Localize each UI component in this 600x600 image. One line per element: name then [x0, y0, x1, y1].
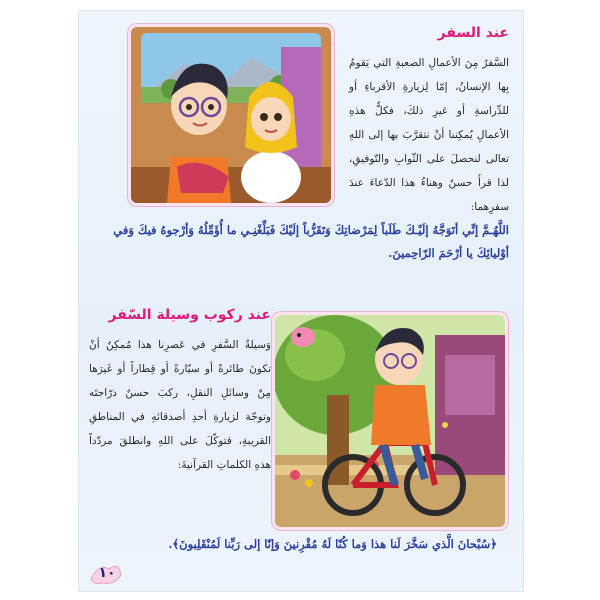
- travel-prayer-text: اللَّهُـمَّ إنِّي أتَوَجَّهُ إلَيْـكَ طَلَباً لِمَرْضاتِكَ وَتَقَرُّباً إلَيْكَ فَبَلِّغْنِـي ما أُؤَمِّلُهُ وَأرْجوهُ فيكَ وَفي أوْليائِكَ يا أرْحَمَ الرّاحِمينَ.: [113, 223, 509, 260]
- train-scene: [131, 27, 331, 203]
- book-page: [78, 10, 524, 592]
- bicycle-scene: [275, 315, 505, 527]
- section-title-vehicle: عند ركوب وسيلة السّفر: [108, 307, 271, 323]
- section-paragraph-vehicle: وَسيلةُ السَّفرِ في عَصرِنا هذا مُمكِنٌ أنْ تكونَ طائرةً أو سيّارةً أو قِطاراً أو غَيرَها مِنْ وسائلِ النقلِ، ركبَ حسنٌ درّاجتَه وتوجّهَ لزيارةِ أحدِ أصدقائهِ في المناطقِ القريبةِ، فتوكّلَ على اللهِ وانطلقَ مردّداً هذهِ الكلماتِ القرآنيةَ:: [89, 339, 271, 471]
- page-number: ١٠: [98, 565, 116, 581]
- quran-verse-text: ﴿سُبْحانَ الَّذي سَخَّرَ لَنا هذا وَما كُنّا لَهُ مُقْرِنينَ وَإنّا إلى رَبِّنا لَمُنْقَلِبونَ﴾.: [168, 537, 497, 551]
- train-travel-illustration: [131, 27, 331, 203]
- bicycle-illustration: [275, 315, 505, 527]
- section-paragraph-travel: السَّفرُ مِنَ الأعمالِ الصعبةِ التي يَقومُ بِها الإنسانُ، إمّا لِزيارةِ الأقرباءِ أو للدِّراسةِ أو غيرِ ذلكَ، فكلُّ هذهِ الأعمالِ يُمكِننا أنْ نتقرَّبَ بها إلى اللهِ تعالى لنحصلَ على الثّوابِ والتّوفيقِ، لذا قرأَ حسنٌ وهناءُ هذا الدّعاءَ عندَ سفرِهما:: [349, 57, 509, 213]
- section-title-travel: عند السفر: [437, 25, 509, 41]
